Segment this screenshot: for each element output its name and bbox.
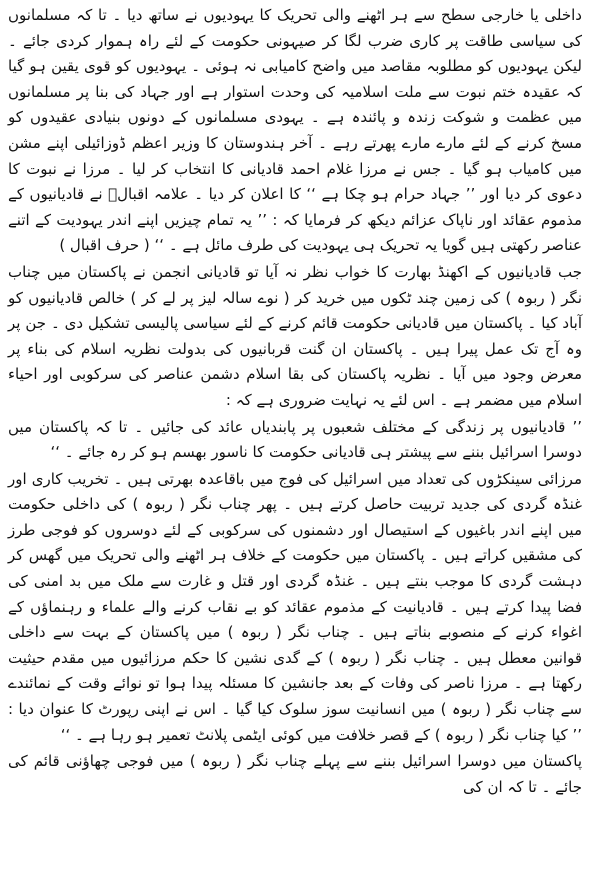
paragraph-quote-restrictions: ’’ قادیانیوں پر زندگی کے مختلف شعبوں پر پابندیاں عائد کی جائیں ۔ تا کہ پاکستان میں دوسرا اسرائیل بننے سے پیشتر ہی قادیانی حکومت کا ناسور بھسم ہو کر رہ جائے ۔ ‘‘ [8,417,582,462]
paragraph-mirzai-activities: مرزائی سینکڑوں کی تعداد میں اسرائیل کی فوج میں باقاعدہ بھرتی ہیں ۔ تخریب کاری اور غنڈہ گردی کی جدید تربیت حاصل کرتے ہیں ۔ پھر چناب نگر ( ربوہ ) کی داخلی حکومت میں اپنے اندر باغیوں کے استیصال اور دشمنوں کی سرکوبی کے لئے دوسروں کو فوجی طرز کی مشقیں کراتے ہیں ۔ پاکستان میں حکومت کے خلاف ہر اٹھنے والی تحریک میں گھس کر دہشت گردی کا موجب بنتے ہیں ۔ غنڈہ گردی اور قتل و غارت سے ملک میں بد امنی کی فضا پیدا کرتے ہیں ۔ قادیانیت کے مذموم عقائد کو بے نقاب کرنے والے علماء و رہنماؤں کے اغواء کرنے کے منصوبے بناتے ہیں ۔ چناب نگر ( ربوہ ) میں پاکستان کے بہت سے داخلی قوانین معطل ہیں ۔ چناب نگر ( ربوہ ) کے گدی نشین کا حکم مرزائیوں میں مقدم حیثیت رکھتا ہے ۔ مرزا ناصر کی وفات کے بعد جانشین کا مسئلہ پیدا ہوا تو نوائے وقت کے نمائندے سے چناب نگر ( ربوہ ) میں انسانیت سوز سلوک کیا گیا ۔ اس نے اپنی رپورٹ کا عنوان دیا : ’’ کیا چناب نگر ( ربوہ ) کے قصر خلافت میں کوئی ایٹمی پلانٹ تعمیر ہو رہا ہے ۔ ‘‘ [8,469,582,744]
paragraph-qadiani-rabwah: جب قادیانیوں کے اکھنڈ بھارت کا خواب نظر نہ آیا تو قادیانی انجمن نے پاکستان میں چناب نگر ( ربوہ ) کی زمین چند ٹکوں میں خرید کر ( نوے سالہ لیز پر لے کر ) خالص قادیانیوں کو آباد کیا ۔ پاکستان میں قادیانی حکومت قائم کرنے کے لئے سیاسی پالیسی تشکیل دی ۔ جن پر وہ آج تک عمل پیرا ہیں ۔ پاکستان ان گنت قربانیوں کی بدولت نظریہ اسلام کی بناء پر معرض وجود میں آیا ۔ نظریہ پاکستان کی بقا اسلام دشمن عناصر کی سرکوبی اور احیاء اسلام میں مضمر ہے ۔ اس لئے یہ نہایت ضروری ہے کہ : [8,262,582,409]
paragraph-military-cantonment: پاکستان میں دوسرا اسرائیل بننے سے پہلے چناب نگر ( ربوہ ) میں فوجی چھاؤنی قائم کی جائے ۔ تا کہ ان کی [8,752,582,796]
paragraph-jewish-movements: داخلی یا خارجی سطح سے ہر اٹھنے والی تحریک کا یہودیوں نے ساتھ دیا ۔ تا کہ مسلمانوں کی سیاسی طاقت پر کاری ضرب لگا کر صیہونی حکومت کے لئے راہ ہموار کردی جائے ۔ لیکن یہودیوں کو مطلوبہ مقاصد میں واضح کامیابی نہ ہوئی ۔ یہودیوں کو قوی یقین ہو گیا کہ عقیدہ ختم نبوت سے ملت اسلامیہ کی وحدت استوار ہے اور جہاد کی بنا پر مسلمانوں میں عظمت و شوکت زندہ و پائندہ ہے ۔ یہودی مسلمانوں کے دونوں بنیادی عقیدوں کو مسخ کرنے کے لئے مارے مارے پھرتے رہے ۔ آخر ہندوستان کا وزیر اعظم ڈوزائیلی اپنے مشن میں کامیاب ہو گیا ۔ جس نے مرزا غلام احمد قادیانی کا انتخاب کر لیا ۔ مرزا نے نبوت کا دعوی کر دیا اور ’’ جہاد حرام ہو چکا ہے ‘‘ کا اعلان کر دیا ۔ علامہ اقبالؒ نے قادیانیوں کے مذموم عقائد اور ناپاک عزائم دیکھ کر فرمایا کہ : ’’ یہ تمام چیزیں اپنے اندر یہودیت کے اتنے عناصر رکھتی ہیں گویا یہ تحریک ہی یہودیت کی طرف مائل ہے ۔ ‘‘ ( حرف اقبال ) [8,6,582,255]
